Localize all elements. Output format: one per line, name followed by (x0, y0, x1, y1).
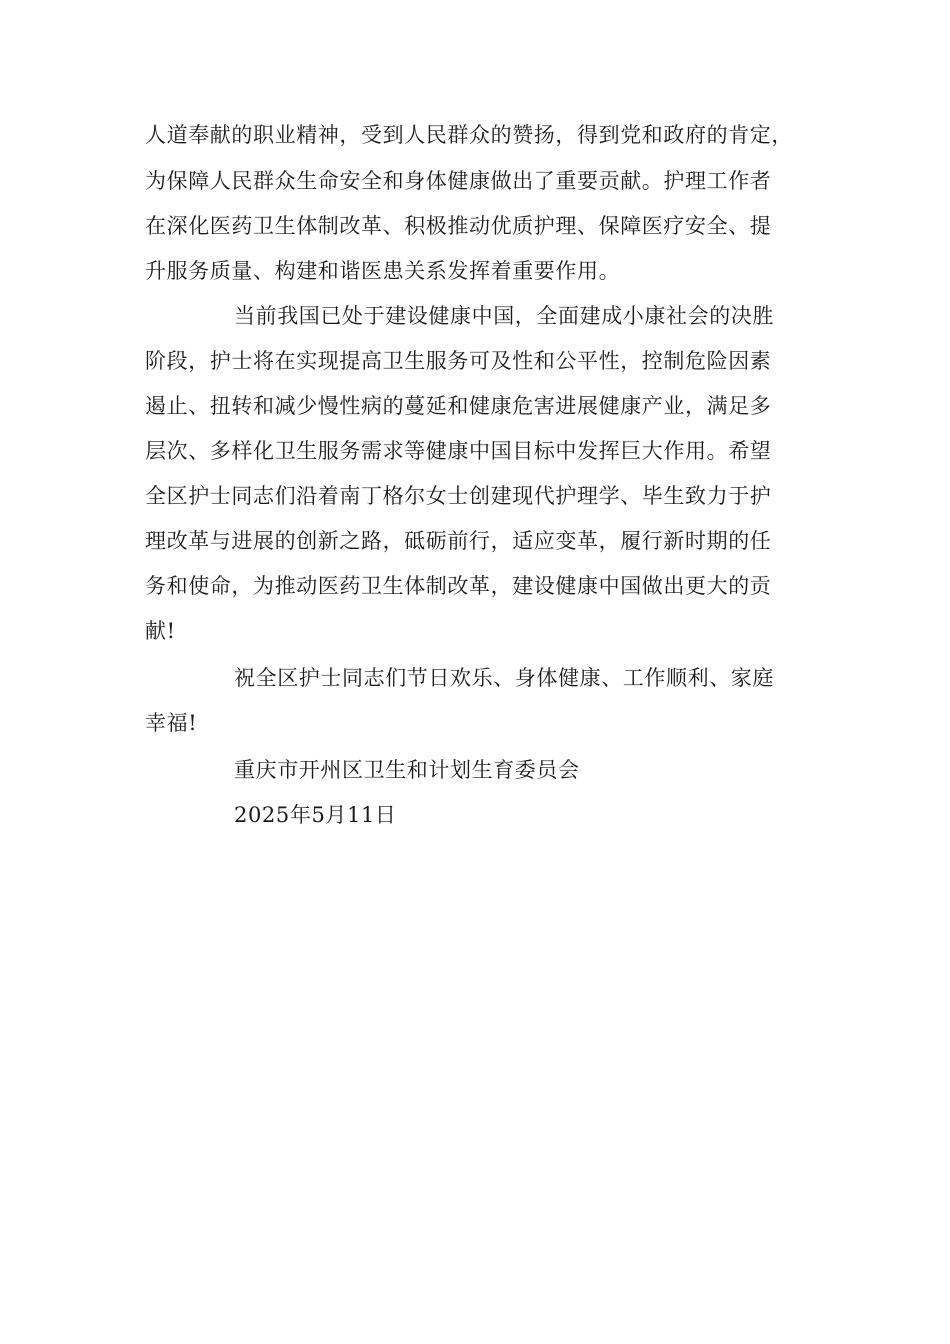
signature-date: 2025年5月11日 (234, 803, 397, 827)
paragraph-start-line: 当前我国已处于建设健康中国，全面建成小康社会的决胜 (234, 304, 774, 328)
text-line: 务和使命，为推动医药卫生体制改革，建设健康中国做出更大的贡 (145, 574, 772, 598)
paragraph-start-line: 祝全区护士同志们节日欢乐、身体健康、工作顺利、家庭 (234, 666, 774, 690)
text-line: 为保障人民群众生命安全和身体健康做出了重要贡献。护理工作者 (145, 169, 772, 193)
text-line: 遏止、扭转和减少慢性病的蔓延和健康危害进展健康产业，满足多 (145, 394, 772, 418)
text-line: 献! (145, 619, 176, 643)
text-line: 全区护士同志们沿着南丁格尔女士创建现代护理学、毕生致力于护 (145, 484, 772, 508)
text-line: 阶段，护士将在实现提高卫生服务可及性和公平性，控制危险因素 (145, 349, 772, 373)
text-line: 幸福! (145, 711, 198, 735)
text-line: 理改革与进展的创新之路，砥砺前行，适应变革，履行新时期的任 (145, 529, 772, 553)
text-line: 在深化医药卫生体制改革、积极推动优质护理、保障医疗安全、提 (145, 214, 772, 238)
signature-organization: 重庆市开州区卫生和计划生育委员会 (234, 758, 580, 782)
text-line: 层次、多样化卫生服务需求等健康中国目标中发挥巨大作用。希望 (145, 439, 772, 463)
text-line: 人道奉献的职业精神，受到人民群众的赞扬，得到党和政府的肯定， (145, 123, 793, 147)
text-line: 升服务质量、构建和谐医患关系发挥着重要作用。 (145, 259, 621, 283)
